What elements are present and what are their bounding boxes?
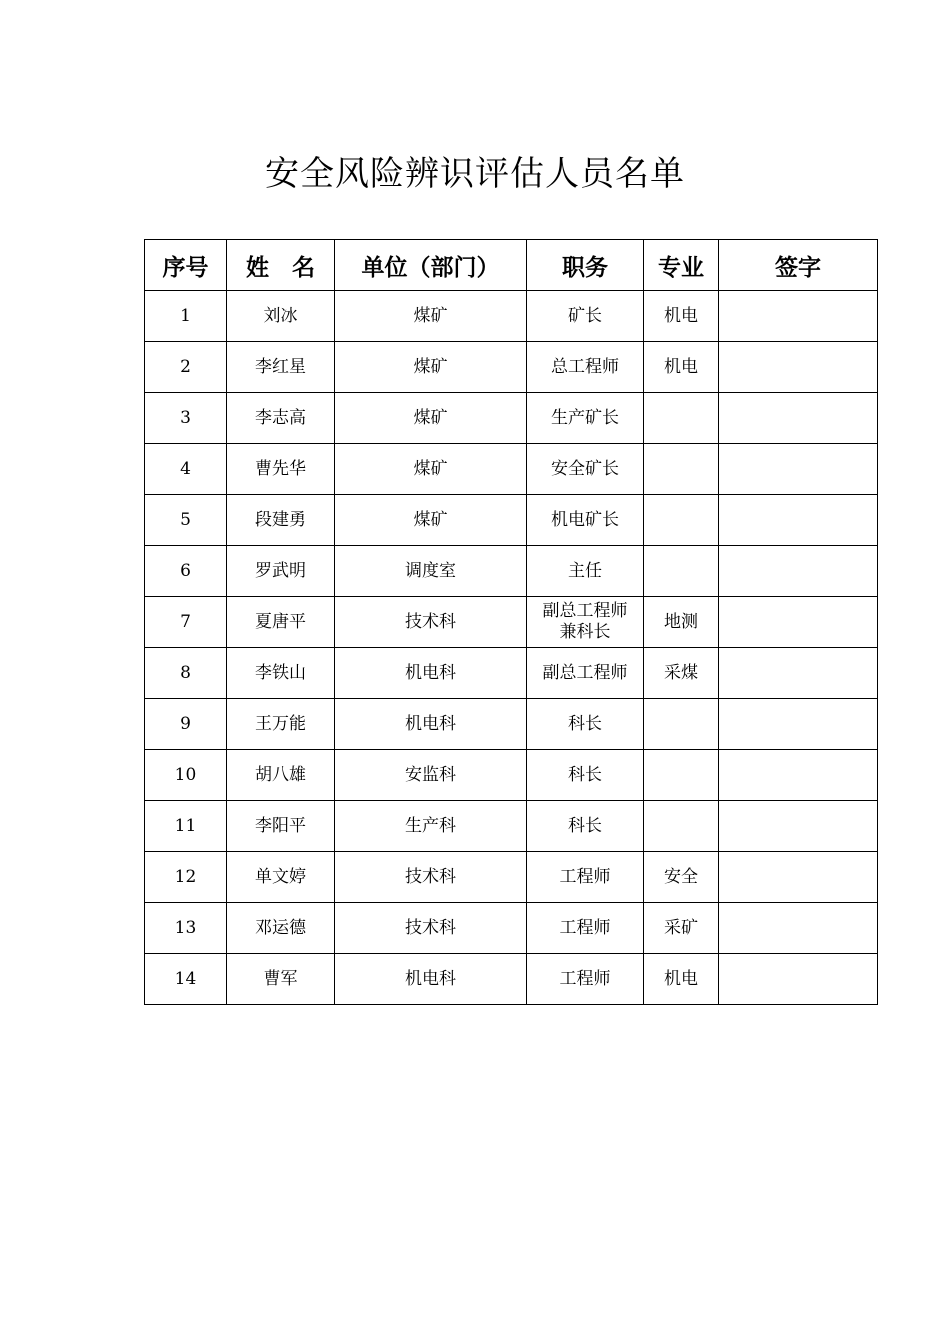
cell-number: 8	[145, 648, 227, 699]
cell-unit: 煤矿	[335, 444, 527, 495]
cell-number: 2	[145, 342, 227, 393]
table-body	[145, 291, 878, 1005]
cell-signature	[719, 291, 878, 342]
cell-name: 李铁山	[227, 648, 335, 699]
cell-number: 4	[145, 444, 227, 495]
personnel-table	[144, 239, 878, 1005]
header-unit: 单位（部门）	[335, 240, 527, 291]
cell-number: 14	[145, 954, 227, 1005]
table-row	[145, 954, 878, 1005]
cell-unit: 调度室	[335, 546, 527, 597]
cell-signature	[719, 750, 878, 801]
cell-position: 生产矿长	[527, 393, 644, 444]
cell-specialty	[644, 444, 719, 495]
cell-specialty: 机电	[644, 342, 719, 393]
cell-specialty	[644, 699, 719, 750]
cell-unit: 煤矿	[335, 291, 527, 342]
cell-signature	[719, 546, 878, 597]
cell-unit: 生产科	[335, 801, 527, 852]
cell-position: 总工程师	[527, 342, 644, 393]
cell-name: 李阳平	[227, 801, 335, 852]
table-header-row	[145, 240, 878, 291]
cell-number: 13	[145, 903, 227, 954]
cell-unit: 安监科	[335, 750, 527, 801]
cell-name: 李红星	[227, 342, 335, 393]
cell-unit: 机电科	[335, 699, 527, 750]
cell-signature	[719, 954, 878, 1005]
cell-unit: 技术科	[335, 597, 527, 648]
cell-name: 曹军	[227, 954, 335, 1005]
cell-specialty	[644, 495, 719, 546]
cell-signature	[719, 852, 878, 903]
cell-signature	[719, 495, 878, 546]
table-row	[145, 342, 878, 393]
cell-signature	[719, 597, 878, 648]
cell-position: 工程师	[527, 903, 644, 954]
cell-number: 3	[145, 393, 227, 444]
cell-specialty: 机电	[644, 291, 719, 342]
cell-specialty	[644, 393, 719, 444]
cell-unit: 技术科	[335, 852, 527, 903]
cell-specialty: 机电	[644, 954, 719, 1005]
cell-name: 曹先华	[227, 444, 335, 495]
table-row	[145, 750, 878, 801]
cell-name: 邓运德	[227, 903, 335, 954]
cell-specialty: 采矿	[644, 903, 719, 954]
cell-specialty	[644, 546, 719, 597]
cell-unit: 技术科	[335, 903, 527, 954]
cell-specialty: 地测	[644, 597, 719, 648]
table-row	[145, 852, 878, 903]
cell-number: 11	[145, 801, 227, 852]
cell-position: 工程师	[527, 852, 644, 903]
cell-position: 工程师	[527, 954, 644, 1005]
cell-position: 安全矿长	[527, 444, 644, 495]
table-row	[145, 444, 878, 495]
cell-number: 12	[145, 852, 227, 903]
cell-signature	[719, 801, 878, 852]
header-specialty: 专业	[644, 240, 719, 291]
cell-number: 9	[145, 699, 227, 750]
cell-number: 10	[145, 750, 227, 801]
cell-name: 胡八雄	[227, 750, 335, 801]
cell-position: 科长	[527, 699, 644, 750]
table-row	[145, 495, 878, 546]
cell-number: 1	[145, 291, 227, 342]
cell-position: 副总工程师 兼科长	[527, 597, 644, 648]
table-row	[145, 903, 878, 954]
cell-name: 王万能	[227, 699, 335, 750]
table-row	[145, 699, 878, 750]
cell-name: 罗武明	[227, 546, 335, 597]
table-row	[145, 291, 878, 342]
cell-unit: 煤矿	[335, 495, 527, 546]
table-row	[145, 393, 878, 444]
cell-name: 夏唐平	[227, 597, 335, 648]
cell-name: 段建勇	[227, 495, 335, 546]
cell-signature	[719, 648, 878, 699]
cell-number: 6	[145, 546, 227, 597]
header-name: 姓 名	[227, 240, 335, 291]
cell-position: 副总工程师	[527, 648, 644, 699]
table-row	[145, 546, 878, 597]
cell-position: 科长	[527, 750, 644, 801]
cell-signature	[719, 444, 878, 495]
cell-unit: 煤矿	[335, 342, 527, 393]
cell-unit: 机电科	[335, 648, 527, 699]
cell-number: 7	[145, 597, 227, 648]
cell-name: 单文婷	[227, 852, 335, 903]
cell-signature	[719, 342, 878, 393]
table-row	[145, 648, 878, 699]
cell-specialty: 采煤	[644, 648, 719, 699]
page-title: 安全风险辨识评估人员名单	[265, 154, 685, 194]
cell-specialty	[644, 801, 719, 852]
table-row	[145, 801, 878, 852]
header-signature: 签字	[719, 240, 878, 291]
cell-name: 李志高	[227, 393, 335, 444]
cell-signature	[719, 903, 878, 954]
cell-specialty	[644, 750, 719, 801]
cell-position: 矿长	[527, 291, 644, 342]
cell-signature	[719, 393, 878, 444]
header-position: 职务	[527, 240, 644, 291]
cell-signature	[719, 699, 878, 750]
cell-position: 科长	[527, 801, 644, 852]
cell-position: 机电矿长	[527, 495, 644, 546]
cell-name: 刘冰	[227, 291, 335, 342]
cell-number: 5	[145, 495, 227, 546]
cell-unit: 煤矿	[335, 393, 527, 444]
header-number: 序号	[145, 240, 227, 291]
cell-unit: 机电科	[335, 954, 527, 1005]
cell-position: 主任	[527, 546, 644, 597]
table-row	[145, 597, 878, 648]
cell-specialty: 安全	[644, 852, 719, 903]
